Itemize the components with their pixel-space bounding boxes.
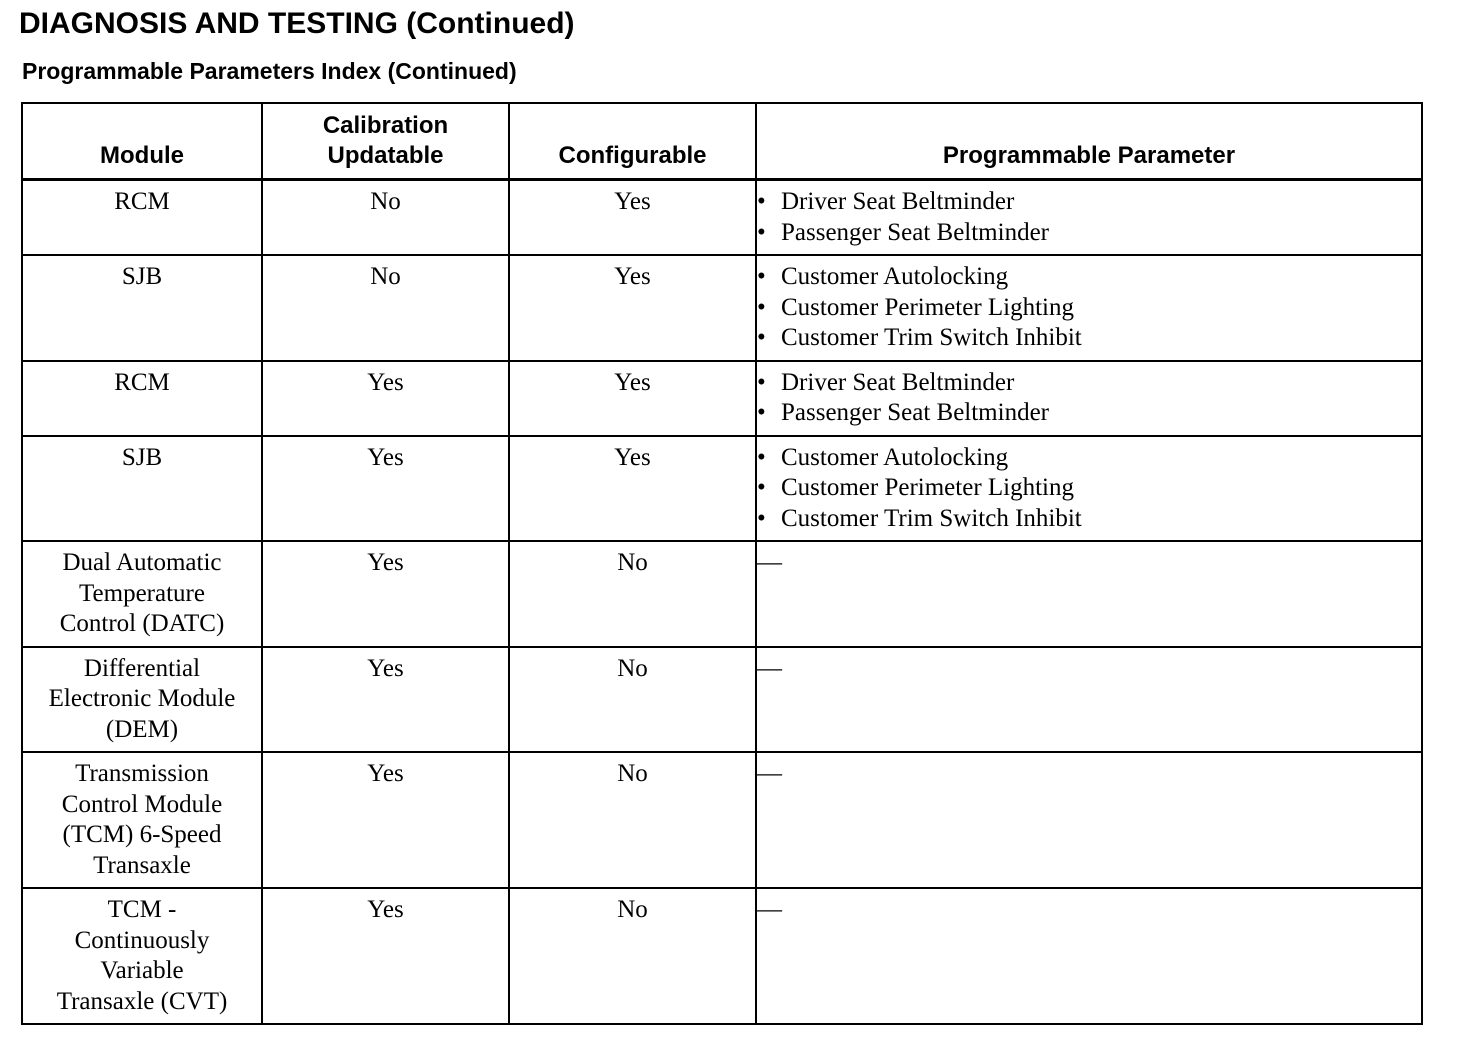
header-calibration-line2: Updatable (327, 142, 444, 169)
calibration-cell: Yes (262, 541, 509, 647)
parameter-item: • Customer Trim Switch Inhibit (757, 323, 1421, 354)
parameter-item: • Driver Seat Beltminder (757, 187, 1421, 218)
module-line: Continuously (74, 926, 210, 954)
parameter-item: • Customer Perimeter Lighting (757, 473, 1421, 504)
module-cell (22, 361, 262, 436)
section-title: Programmable Parameters Index (Continued) (22, 58, 517, 84)
configurable-cell: Yes (509, 255, 756, 361)
parameters-cell (756, 752, 1422, 888)
module-line: Control (DATC) (59, 610, 225, 637)
module-cell (22, 647, 262, 753)
header-calibration-line1: Calibration (322, 112, 449, 139)
module-line: RCM (114, 188, 170, 215)
calibration-cell: No (262, 180, 509, 256)
table-row (22, 752, 1422, 888)
header-programmable-parameter: Programmable Parameter (756, 103, 1422, 180)
configurable-cell: Yes (509, 180, 756, 256)
programmable-parameters-table (21, 102, 1423, 1025)
parameter-list (757, 443, 1421, 535)
module-line: SJB (121, 263, 163, 290)
module-cell (22, 180, 262, 256)
parameter-item: • Customer Trim Switch Inhibit (757, 504, 1421, 535)
parameter-list (757, 262, 1421, 354)
configurable-cell: No (509, 647, 756, 753)
table-row (22, 888, 1422, 1024)
configurable-cell: No (509, 752, 756, 888)
parameter-item: • Customer Perimeter Lighting (757, 293, 1421, 324)
empty-dash: — (757, 896, 782, 923)
module-line: Dual Automatic (62, 549, 222, 576)
parameter-item: • Customer Autolocking (757, 443, 1421, 474)
module-cell (22, 255, 262, 361)
module-line: SJB (121, 443, 163, 471)
table-body (22, 180, 1422, 1025)
parameters-cell (756, 541, 1422, 647)
page-title: DIAGNOSIS AND TESTING (Continued) (19, 7, 575, 40)
configurable-cell: Yes (509, 361, 756, 436)
header-configurable: Configurable (509, 103, 756, 180)
module-line: Control Module (61, 790, 223, 818)
configurable-cell: Yes (509, 436, 756, 542)
module-line: Transaxle (CVT) (56, 987, 228, 1015)
table-row (22, 255, 1422, 361)
empty-dash: — (757, 549, 782, 576)
parameter-item: • Passenger Seat Beltminder (757, 398, 1421, 429)
header-calibration-updatable (262, 103, 509, 180)
module-cell (22, 436, 262, 542)
parameter-list (757, 368, 1421, 429)
calibration-cell: Yes (262, 436, 509, 542)
calibration-cell: Yes (262, 888, 509, 1024)
table-row (22, 436, 1422, 542)
header-row (22, 103, 1422, 180)
module-line: Electronic Module (48, 685, 236, 712)
parameters-cell (756, 647, 1422, 753)
module-cell (22, 541, 262, 647)
header-module: Module (22, 103, 262, 180)
calibration-cell: No (262, 255, 509, 361)
table-row (22, 180, 1422, 256)
parameters-cell (756, 888, 1422, 1024)
table-header (22, 103, 1422, 180)
table-row (22, 361, 1422, 436)
calibration-cell: Yes (262, 361, 509, 436)
module-line: Differential (83, 654, 201, 682)
calibration-cell: Yes (262, 647, 509, 753)
calibration-cell: Yes (262, 752, 509, 888)
parameters-cell (756, 255, 1422, 361)
module-cell (22, 752, 262, 888)
parameter-item: • Passenger Seat Beltminder (757, 218, 1421, 249)
parameters-cell (756, 361, 1422, 436)
parameters-cell (756, 180, 1422, 256)
empty-dash: — (757, 654, 782, 682)
module-line: Variable (100, 957, 184, 984)
parameter-item: • Driver Seat Beltminder (757, 368, 1421, 399)
module-line: Transmission (75, 760, 209, 787)
module-cell (22, 888, 262, 1024)
module-line: RCM (114, 368, 170, 396)
module-line: TCM - (107, 896, 177, 923)
parameter-item: • Customer Autolocking (757, 262, 1421, 293)
module-line: Transaxle (93, 851, 191, 879)
table-row (22, 647, 1422, 753)
configurable-cell: No (509, 541, 756, 647)
table-row (22, 541, 1422, 647)
module-line: (TCM) 6-Speed (62, 821, 222, 848)
empty-dash: — (757, 760, 782, 787)
parameters-cell (756, 436, 1422, 542)
parameter-list (757, 187, 1421, 248)
module-line: (DEM) (105, 715, 179, 743)
module-line: Temperature (79, 579, 205, 607)
configurable-cell: No (509, 888, 756, 1024)
